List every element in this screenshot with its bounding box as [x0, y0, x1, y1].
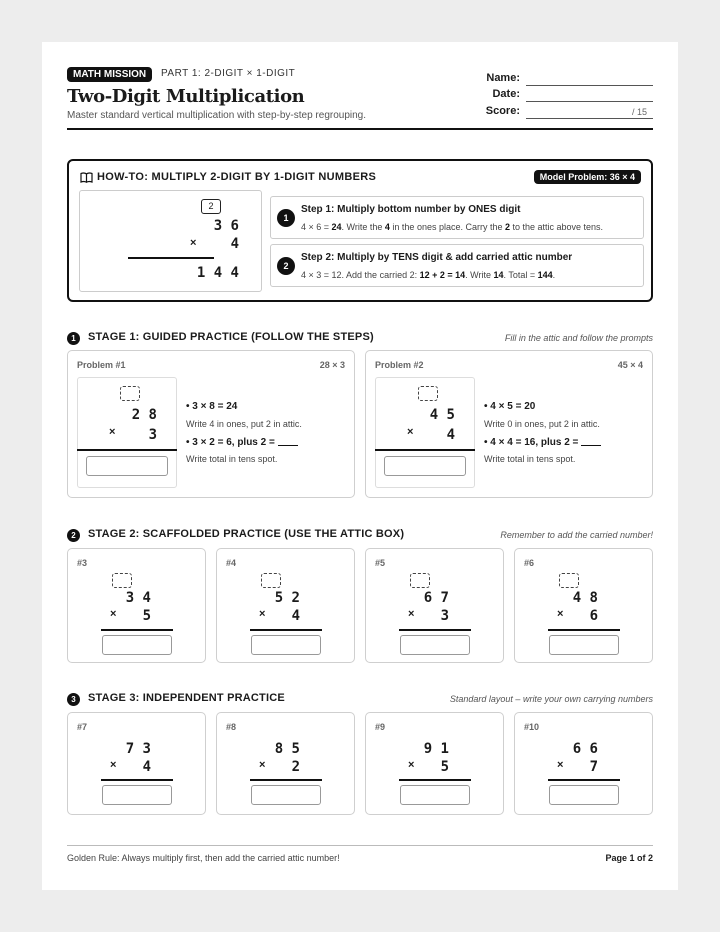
- problem-expression: 45 × 4: [617, 360, 643, 370]
- answer-box[interactable]: [400, 785, 470, 805]
- step-title: Step 2: Multiply by TENS digit & add carried attic number: [301, 252, 573, 263]
- independent-problem-10: [514, 712, 653, 815]
- top-number: 8 5: [274, 741, 300, 757]
- score-label: Score:: [485, 105, 520, 117]
- page-title: Two-Digit Multiplication: [67, 86, 305, 107]
- top-number: 6 7: [423, 590, 449, 606]
- bottom-number: 5: [440, 759, 449, 775]
- problem-label: #5: [375, 558, 386, 568]
- times-sign: ×: [407, 426, 414, 438]
- worksheet-page: [42, 42, 678, 890]
- attic-box[interactable]: [410, 573, 430, 588]
- top-number: 9 1: [423, 741, 449, 757]
- bottom-number: 4: [142, 759, 151, 775]
- guided-problem-1: [67, 350, 355, 498]
- answer-bar: [548, 629, 620, 631]
- scaffolded-problem-5: [365, 548, 504, 663]
- howto-step-2: [270, 244, 644, 287]
- stage-2-number: 2: [67, 529, 80, 542]
- hint-blank[interactable]: [581, 445, 601, 446]
- page-subtitle: Master standard vertical multiplication with step-by-step regrouping.: [67, 110, 367, 121]
- times-sign: ×: [557, 759, 564, 771]
- times-sign: ×: [110, 608, 117, 620]
- answer-bar: [399, 779, 471, 781]
- attic-box[interactable]: [261, 573, 281, 588]
- bottom-number: 7: [589, 759, 598, 775]
- guided-problem-2: [365, 350, 653, 498]
- top-number: 4 8: [572, 590, 598, 606]
- problem-label: Problem #1: [77, 360, 126, 370]
- bottom-number: 4: [291, 608, 300, 624]
- top-number: 2 8: [131, 407, 157, 423]
- stage-2-title: STAGE 2: SCAFFOLDED PRACTICE (USE THE ATTIC BOX): [88, 528, 405, 540]
- page-number: Page 1 of 2: [605, 853, 653, 863]
- scaffolded-problem-4: [216, 548, 355, 663]
- score-field[interactable]: [526, 118, 653, 119]
- model-problem-pill: Model Problem: 36 × 4: [534, 170, 641, 184]
- answer-bar: [375, 449, 475, 451]
- hint-step-2: • 4 × 4 = 16, plus 2 =: [484, 437, 601, 448]
- howto-title: HOW-TO: MULTIPLY 2-DIGIT BY 1-DIGIT NUMBERS: [97, 171, 377, 183]
- part-label: PART 1: 2-DIGIT × 1-DIGIT: [161, 68, 296, 79]
- bottom-number: 2: [291, 759, 300, 775]
- scaffolded-problem-3: [67, 548, 206, 663]
- stage-1-note: Fill in the attic and follow the prompts: [504, 333, 653, 343]
- answer-box[interactable]: [549, 635, 619, 655]
- attic-box[interactable]: [112, 573, 132, 588]
- hint-blank[interactable]: [278, 445, 298, 446]
- score-max: / 15: [632, 107, 648, 117]
- header-divider: [67, 128, 653, 130]
- hint-step-2: • 3 × 2 = 6, plus 2 =: [186, 437, 298, 448]
- attic-box[interactable]: [559, 573, 579, 588]
- answer-bar: [548, 779, 620, 781]
- top-number: 3 4: [125, 590, 151, 606]
- stage-3-number: 3: [67, 693, 80, 706]
- step-description: 4 × 6 = 24. Write the 4 in the ones place. Carry the 2 to the attic above tens.: [301, 222, 604, 232]
- answer-bar: [101, 779, 173, 781]
- step-description: 4 × 3 = 12. Add the carried 2: 12 + 2 = 14. Write 14. Total = 144.: [301, 270, 556, 280]
- problem-label: #10: [524, 722, 540, 732]
- times-sign: ×: [557, 608, 564, 620]
- hint-step-1-detail: Write 0 in ones, put 2 in attic.: [484, 419, 600, 429]
- answer-bar: [399, 629, 471, 631]
- stage-1-title: STAGE 1: GUIDED PRACTICE (FOLLOW THE STEPS): [88, 331, 374, 343]
- answer-bar: [101, 629, 173, 631]
- answer-box[interactable]: [384, 456, 466, 476]
- bottom-number: 5: [142, 608, 151, 624]
- independent-problem-8: [216, 712, 355, 815]
- footer-divider: [67, 845, 653, 846]
- date-field[interactable]: [526, 101, 653, 102]
- model-times-sign: ×: [190, 237, 197, 249]
- top-number: 6 6: [572, 741, 598, 757]
- model-result: 1 4 4: [196, 265, 239, 281]
- independent-problem-9: [365, 712, 504, 815]
- book-icon: [80, 172, 93, 183]
- guided-work-box: [375, 377, 475, 488]
- bottom-number: 3: [148, 427, 157, 443]
- problem-label: #3: [77, 558, 88, 568]
- name-label: Name:: [486, 72, 520, 84]
- hint-step-2-detail: Write total in tens spot.: [186, 454, 278, 464]
- model-bar: [128, 257, 214, 259]
- stage-3-title: STAGE 3: INDEPENDENT PRACTICE: [88, 692, 285, 704]
- answer-box[interactable]: [251, 635, 321, 655]
- golden-rule: Golden Rule: Always multiply first, then add the carried attic number!: [67, 853, 340, 863]
- date-label: Date:: [492, 88, 520, 100]
- times-sign: ×: [259, 608, 266, 620]
- name-field[interactable]: [526, 85, 653, 86]
- times-sign: ×: [109, 426, 116, 438]
- howto-step-1: [270, 196, 644, 239]
- hint-step-1-detail: Write 4 in ones, put 2 in attic.: [186, 419, 302, 429]
- model-carry-box: 2: [201, 199, 221, 214]
- answer-box[interactable]: [102, 635, 172, 655]
- answer-bar: [250, 629, 322, 631]
- problem-label: #8: [226, 722, 237, 732]
- top-number: 5 2: [274, 590, 300, 606]
- stage-1-number: 1: [67, 332, 80, 345]
- scaffolded-problem-6: [514, 548, 653, 663]
- stage-2-note: Remember to add the carried number!: [500, 530, 653, 540]
- model-problem-box: [79, 190, 262, 292]
- attic-box[interactable]: [120, 386, 140, 401]
- top-number: 7 3: [125, 741, 151, 757]
- answer-bar: [250, 779, 322, 781]
- answer-bar: [77, 449, 177, 451]
- model-top-number: 3 6: [213, 218, 239, 234]
- step-title: Step 1: Multiply bottom number by ONES digit: [301, 204, 521, 215]
- problem-label: #4: [226, 558, 237, 568]
- hint-step-1: • 3 × 8 = 24: [186, 401, 238, 412]
- answer-box[interactable]: [400, 635, 470, 655]
- problem-label: #6: [524, 558, 535, 568]
- answer-box[interactable]: [102, 785, 172, 805]
- bottom-number: 3: [440, 608, 449, 624]
- times-sign: ×: [408, 608, 415, 620]
- answer-box[interactable]: [549, 785, 619, 805]
- problem-expression: 28 × 3: [319, 360, 345, 370]
- howto-panel: [67, 159, 653, 302]
- times-sign: ×: [110, 759, 117, 771]
- times-sign: ×: [408, 759, 415, 771]
- problem-label: #9: [375, 722, 386, 732]
- times-sign: ×: [259, 759, 266, 771]
- model-bottom-number: 4: [230, 236, 239, 252]
- answer-box[interactable]: [251, 785, 321, 805]
- step-number: 2: [277, 257, 295, 275]
- math-mission-badge: MATH MISSION: [67, 67, 152, 82]
- bottom-number: 4: [446, 427, 455, 443]
- hint-step-2-detail: Write total in tens spot.: [484, 454, 576, 464]
- answer-box[interactable]: [86, 456, 168, 476]
- hint-step-1: • 4 × 5 = 20: [484, 401, 536, 412]
- bottom-number: 6: [589, 608, 598, 624]
- stage-3-note: Standard layout – write your own carrying numbers: [449, 694, 653, 704]
- independent-problem-7: [67, 712, 206, 815]
- top-number: 4 5: [429, 407, 455, 423]
- step-number: 1: [277, 209, 295, 227]
- guided-work-box: [77, 377, 177, 488]
- problem-label: #7: [77, 722, 88, 732]
- problem-label: Problem #2: [375, 360, 424, 370]
- attic-box[interactable]: [418, 386, 438, 401]
